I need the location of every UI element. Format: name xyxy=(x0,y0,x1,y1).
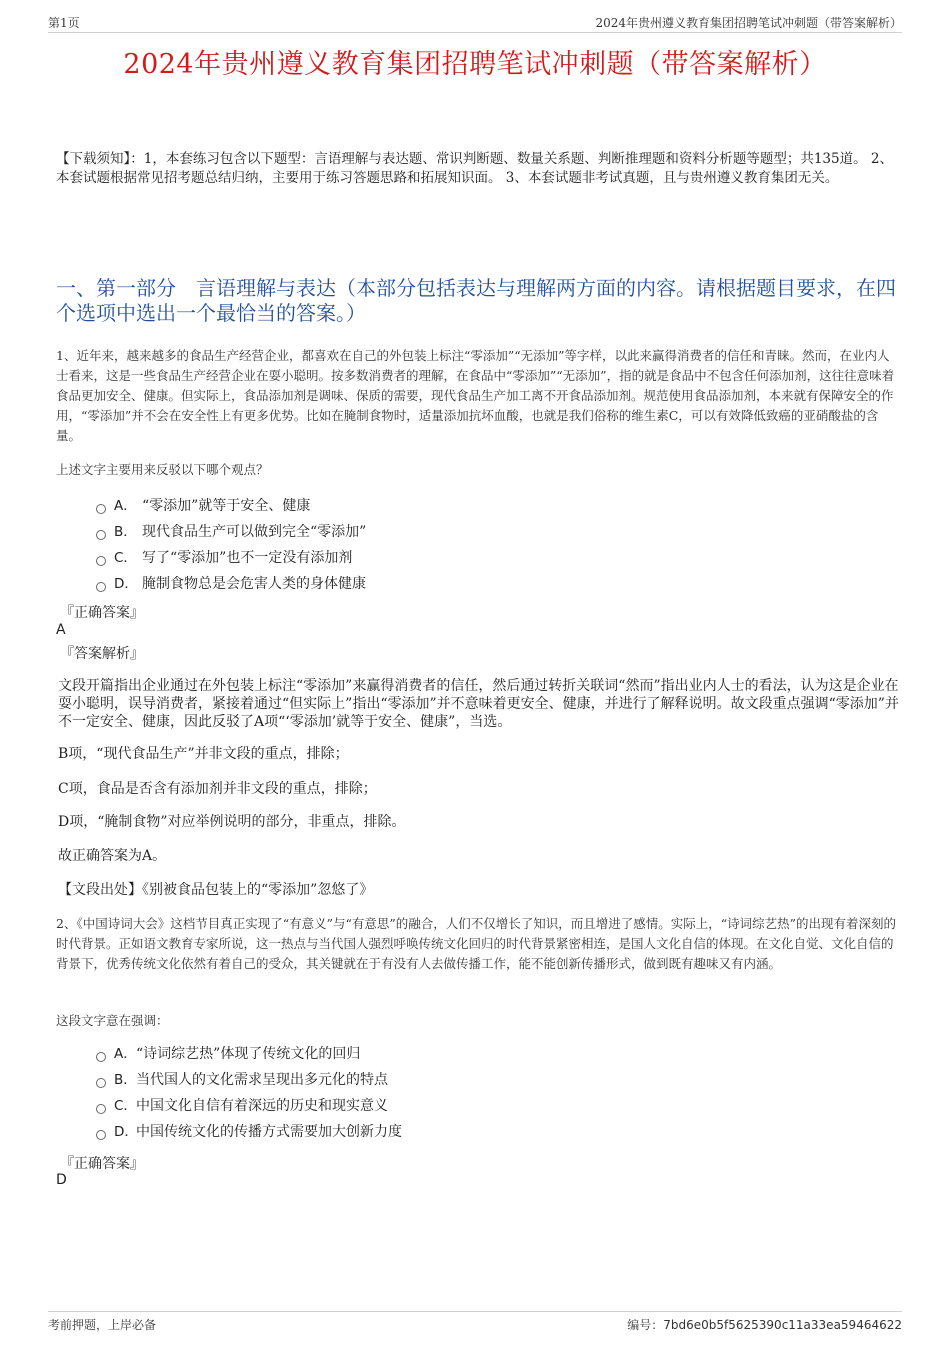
radio-button[interactable] xyxy=(96,1104,106,1114)
source-note: 【文段出处】《别被食品包装上的“零添加”忽悠了》 xyxy=(58,882,374,898)
question-2-prompt: 这段文字意在强调： xyxy=(56,1013,169,1028)
question-1-text: 1、近年来，越来越多的食品生产经营企业，都喜欢在自己的外包装上标注“零添加”“无添加”等字样，以此来赢得消费者的信任和青睐。然而，在业内人士看来，这是一些食品生产经营企业在耍小聪明。按多数消费者的理解，在食品中“零添加”“无添加”，指的就是食品中不包含任何添加剂，这往往意味着食品更加安全、健康。但实际上，食品添加剂是调味、保质的需要，现代食品生产加工离不开食品添加剂。规范使用食品添加剂，本来就有保障安全的作用，“零添加”并不会在安全性上有更多优势。比如在腌制食物时，适量添加抗坏血酸，也就是我们俗称的维生素C，可以有效降低致癌的亚硝酸盐的含量。 xyxy=(56,348,895,443)
option-letter: A． xyxy=(114,1046,137,1062)
radio-button[interactable] xyxy=(96,1130,106,1140)
option-letter: D． xyxy=(114,576,138,592)
download-notice: 【下载须知】：1，本套练习包含以下题型：言语理解与表达题、常识判断题、数量关系题、判断推理题和资料分析题等题型；共135道。 2、本套试题根据常见招考题总结归纳，主要用于练习答题思路和拓展知识面。 3、本套试题非考试真题，且与贵州遵义教育集团无关。 xyxy=(56,151,893,186)
option-text: 当代国人的文化需求呈现出多元化的特点 xyxy=(136,1072,388,1088)
analysis-paragraph: 故正确答案为A。 xyxy=(58,848,167,864)
code-value: 7bd6e0b5f5625390c11a33ea59464622 xyxy=(663,1318,902,1332)
analysis-label: 『答案解析』 xyxy=(60,646,144,662)
radio-button[interactable] xyxy=(96,530,106,540)
page-title: 2024年贵州遵义教育集团招聘笔试冲刺题（带答案解析） xyxy=(123,49,827,80)
document-code xyxy=(627,1316,902,1333)
section-heading: 一、第一部分 言语理解与表达（本部分包括表达与理解两方面的内容。请根据题目要求，在四个选项中选出一个最恰当的答案。） xyxy=(56,276,896,325)
correct-answer-label: 『正确答案』 xyxy=(60,605,144,621)
analysis-paragraph: D项，“腌制食物”对应举例说明的部分，非重点，排除。 xyxy=(58,814,406,830)
analysis-paragraph: 文段开篇指出企业通过在外包装上标注“零添加”来赢得消费者的信任，然后通过转折关联词“然而”指出业内人士的看法，认为这是企业在耍小聪明，误导消费者，紧接着通过“但实际上”指出“零添加”并不意味着更安全、健康，并进行了解释说明。故文段重点强调“零添加”并不一定安全、健康，因此反驳了A项“‘零添加’就等于安全、健康”，当选。 xyxy=(58,678,899,730)
option-text: “零添加”就等于安全、健康 xyxy=(142,498,311,514)
option-text: 写了“零添加”也不一定没有添加剂 xyxy=(142,550,353,566)
option-text: 腌制食物总是会危害人类的身体健康 xyxy=(142,576,366,592)
correct-answer: D xyxy=(56,1172,67,1188)
option-letter: B． xyxy=(114,524,137,540)
radio-button[interactable] xyxy=(96,1078,106,1088)
correct-answer-label: 『正确答案』 xyxy=(60,1156,144,1172)
page-footer xyxy=(48,1311,902,1332)
option-text: 中国文化自信有着深远的历史和现实意义 xyxy=(136,1098,388,1114)
radio-button[interactable] xyxy=(96,1052,106,1062)
footer-slogan: 考前押题，上岸必备 xyxy=(48,1318,157,1332)
correct-answer: A xyxy=(56,622,66,638)
radio-button[interactable] xyxy=(96,556,106,566)
option-letter: D． xyxy=(114,1124,138,1140)
page-header xyxy=(48,14,902,33)
option-letter: C． xyxy=(114,550,137,566)
header-doc-title: 2024年贵州遵义教育集团招聘笔试冲刺题（带答案解析） xyxy=(595,16,902,30)
radio-button[interactable] xyxy=(96,504,106,514)
option-text: “诗词综艺热”体现了传统文化的回归 xyxy=(136,1046,361,1062)
option-letter: A． xyxy=(114,498,137,514)
option-text: 现代食品生产可以做到完全“零添加” xyxy=(142,524,367,540)
option-letter: B． xyxy=(114,1072,137,1088)
question-1-prompt: 上述文字主要用来反驳以下哪个观点？ xyxy=(56,462,269,477)
analysis-paragraph: C项，食品是否含有添加剂并非文段的重点，排除； xyxy=(58,781,377,797)
page-number: 第1页 xyxy=(48,16,80,30)
analysis-paragraph: B项，“现代食品生产”并非文段的重点，排除； xyxy=(58,746,349,762)
option-letter: C． xyxy=(114,1098,137,1114)
radio-button[interactable] xyxy=(96,582,106,592)
question-2-text: 2、《中国诗词大会》这档节目真正实现了“有意义”与“有意思”的融合，人们不仅增长了知识，而且增进了感情。实际上，“诗词综艺热”的出现有着深刻的时代背景。正如语文教育专家所说，这一热点与当代国人强烈呼唤传统文化回归的时代背景紧密相连，是国人文化自信的体现。在文化自觉、文化自信的背景下，优秀传统文化依然有着自己的受众，其关键就在于有没有人去做传播工作，能不能创新传播形式，做到既有趣味又有内涵。 xyxy=(56,916,897,971)
option-text: 中国传统文化的传播方式需要加大创新力度 xyxy=(136,1124,402,1140)
code-label: 编号： xyxy=(627,1318,664,1332)
